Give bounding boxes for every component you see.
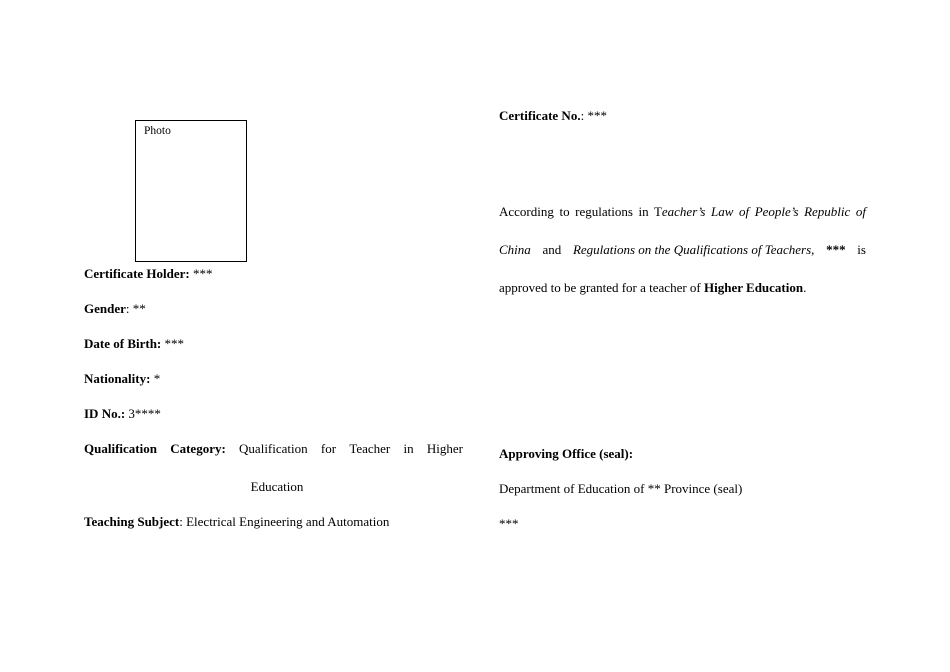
department-line <box>499 481 742 497</box>
certificate-holder-field <box>84 266 213 282</box>
teaching-subject-value: : Electrical Engineering and Automation <box>179 514 390 529</box>
id-number-value: 3**** <box>125 406 161 421</box>
department-text: Department of Education of ** Province (seal) <box>499 481 743 496</box>
date-of-birth-value: *** <box>161 336 185 351</box>
approval-text: . <box>803 280 807 295</box>
photo-label: Photo <box>144 125 171 137</box>
qualification-value-word: for <box>320 441 337 456</box>
law-title-italic: eacher’s Law of People’s Republic of <box>661 204 866 219</box>
holder-name-mask: *** <box>826 242 846 257</box>
education-level: Higher Education <box>704 280 804 295</box>
qualification-value-word: Qualification <box>239 441 308 456</box>
qualification-category-continuation <box>84 479 470 495</box>
category-label-word: Category: <box>170 441 226 456</box>
certificate-holder-value: *** <box>189 266 213 281</box>
nationality-field <box>84 371 160 387</box>
qualification-value-word: in <box>403 441 414 456</box>
approving-office-field <box>499 446 633 462</box>
teaching-subject-field <box>84 514 389 530</box>
photo-placeholder <box>135 120 247 262</box>
qualification-label-word: Qualification <box>84 441 157 456</box>
teaching-subject-label: Teaching Subject <box>84 514 180 529</box>
qualification-category-field <box>84 441 463 457</box>
approval-paragraph-line-2 <box>499 242 866 258</box>
date-of-birth-label: Date of Birth: <box>84 336 162 351</box>
approval-text: , <box>811 242 815 257</box>
approval-text: approved to be granted for a teacher of <box>499 280 705 295</box>
approval-text: and <box>542 242 562 257</box>
qualification-value-word: Higher <box>426 441 463 456</box>
approval-text: is <box>857 242 866 257</box>
gender-field <box>84 301 146 317</box>
signature-mask: *** <box>499 516 519 531</box>
approval-paragraph-line-3 <box>499 280 806 296</box>
nationality-label: Nationality: <box>84 371 151 386</box>
certificate-number-field <box>499 108 607 124</box>
id-number-field <box>84 406 161 422</box>
certificate-number-label: Certificate No. <box>499 108 581 123</box>
certificate-number-value: : *** <box>580 108 607 123</box>
gender-value: : ** <box>125 301 146 316</box>
approval-paragraph-line-1 <box>499 204 866 220</box>
certificate-holder-label: Certificate Holder: <box>84 266 190 281</box>
approving-office-label: Approving Office (seal): <box>499 446 634 461</box>
qualification-value-line2: Education <box>250 479 304 494</box>
nationality-value: * <box>150 371 161 386</box>
signature-line <box>499 516 519 532</box>
regulations-title-italic: Regulations on the Qualifications of Teachers <box>572 242 812 257</box>
law-title-italic-end: China <box>499 242 531 257</box>
gender-label: Gender <box>84 301 126 316</box>
id-number-label: ID No.: <box>84 406 126 421</box>
approval-text: According to regulations in T <box>499 204 662 219</box>
date-of-birth-field <box>84 336 184 352</box>
qualification-value-word: Teacher <box>349 441 391 456</box>
